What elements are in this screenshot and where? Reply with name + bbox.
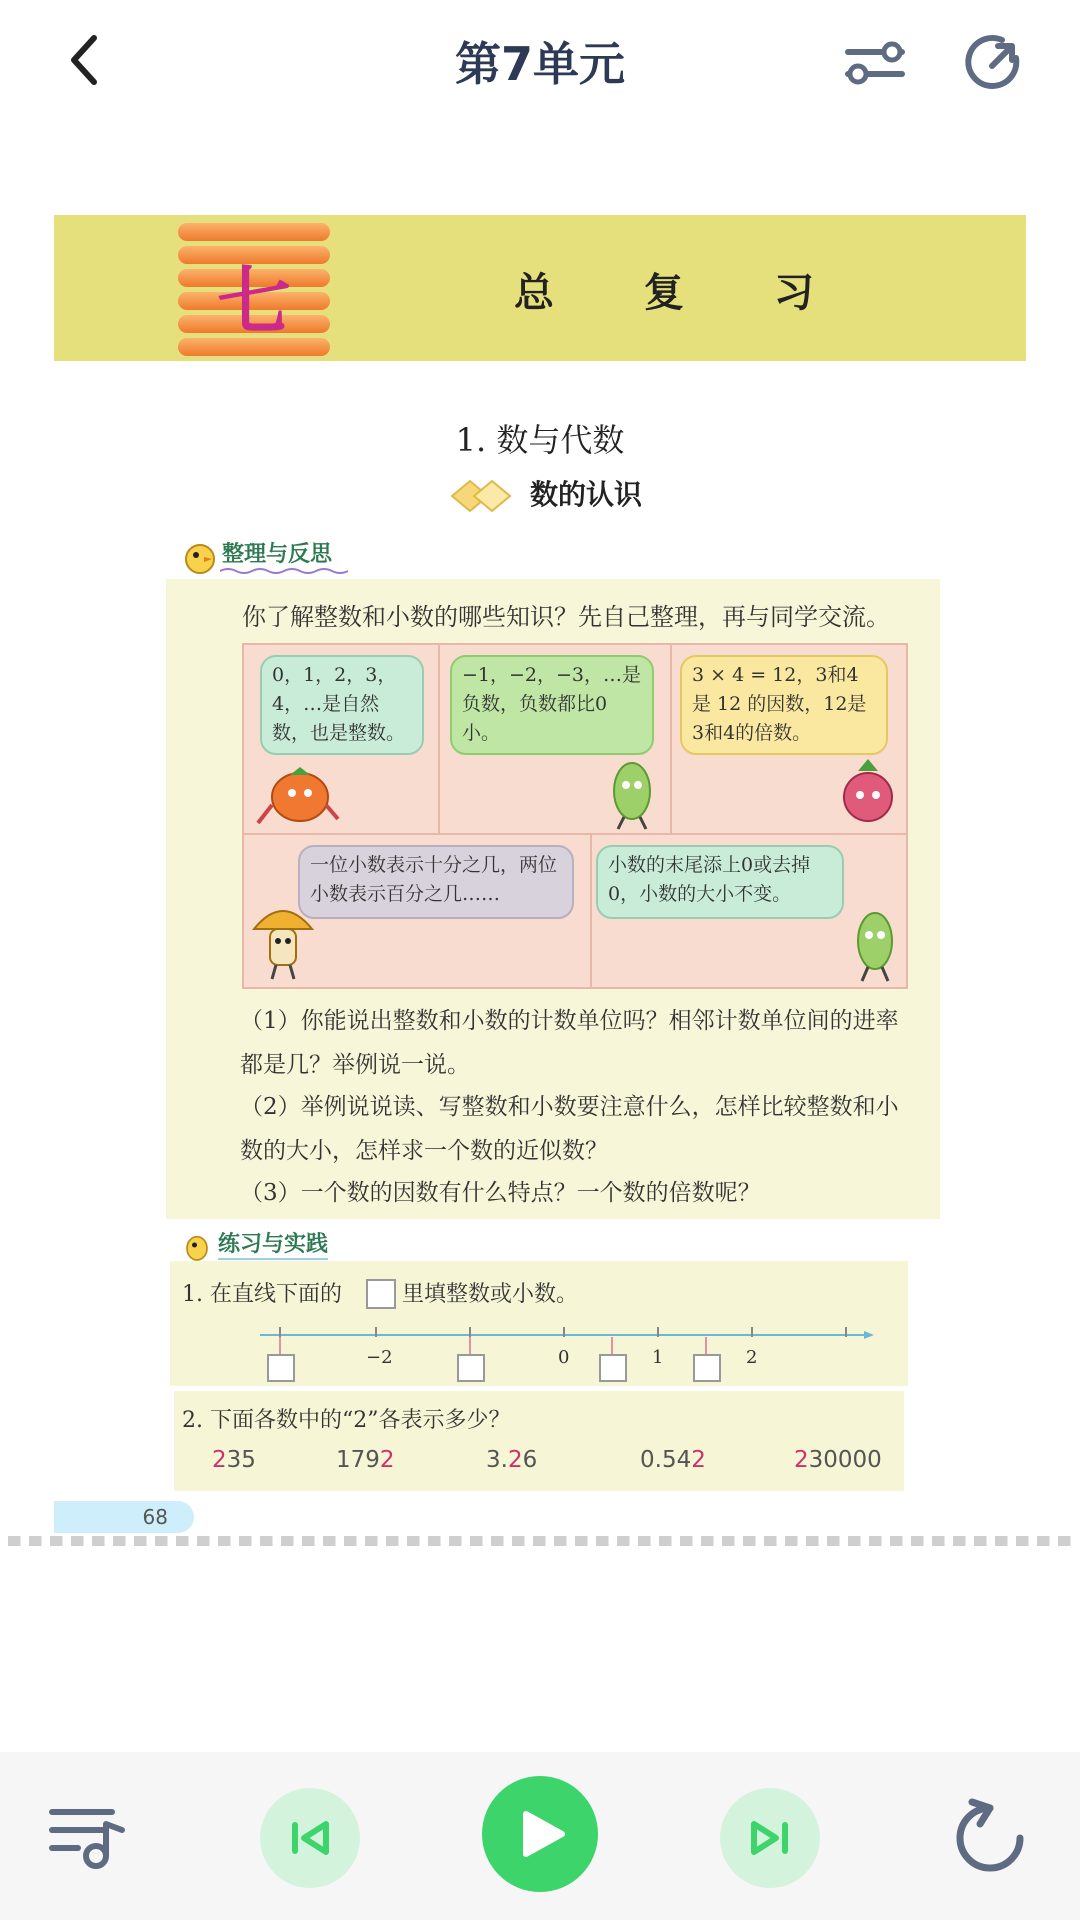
play-icon xyxy=(518,1808,568,1860)
bubble-negative-numbers: −1，−2，−3，…是负数，负数都比0小。 xyxy=(450,655,654,755)
number-line-label-2: 2 xyxy=(746,1347,758,1368)
number-line-label-neg2: −2 xyxy=(366,1347,393,1368)
page-divider xyxy=(8,1536,1072,1546)
chapter-stack-graphic xyxy=(178,223,330,357)
pepper-character-icon-2 xyxy=(848,905,902,985)
playback-controls xyxy=(0,1752,1080,1920)
chapter-title: 总 复 习 xyxy=(514,270,852,316)
exercise-1-panel xyxy=(170,1261,908,1386)
mushroom-character-icon xyxy=(250,893,316,983)
chick-mascot-icon xyxy=(182,535,218,575)
wave-underline xyxy=(220,567,350,575)
number-item: 0.542 xyxy=(640,1447,706,1473)
bubble-decimal-places: 一位小数表示十分之几，两位小数表示百分之几…… xyxy=(298,845,574,919)
chick-mascot-icon-2 xyxy=(182,1225,212,1265)
number-item: 3.26 xyxy=(486,1447,538,1473)
intro-text: 你了解整数和小数的哪些知识？先自己整理，再与同学交流。 xyxy=(242,603,890,631)
bubble-decimal-zero: 小数的末尾添上0或去掉0，小数的大小不变。 xyxy=(596,845,844,919)
question-2: （2）举例说说读、写整数和小数要注意什么，怎样比较整数和小数的大小，怎样求一个数的近似数？ xyxy=(240,1094,899,1164)
organize-panel xyxy=(166,579,940,1219)
answer-box-sample xyxy=(366,1279,396,1309)
textbook-page xyxy=(54,215,1026,1545)
practice-heading: 练习与实践 xyxy=(218,1227,328,1260)
subsection-title: 数的认识 xyxy=(530,478,643,511)
question-3: （3）一个数的因数有什么特点？一个数的倍数呢？ xyxy=(240,1180,761,1206)
settings-sliders-icon[interactable] xyxy=(842,30,908,96)
number-item: 230000 xyxy=(794,1447,882,1473)
tomato-character-icon xyxy=(252,757,342,829)
playlist-icon[interactable] xyxy=(48,1802,132,1872)
number-item: 235 xyxy=(212,1447,256,1473)
page-title: 第7单元 xyxy=(454,37,625,91)
pepper-character-icon xyxy=(602,755,662,831)
exercise-1-tail: 里填整数或小数。 xyxy=(402,1282,579,1307)
exercise-2-text: 2. 下面各数中的“2”各表示多少？ xyxy=(182,1408,511,1433)
share-icon[interactable] xyxy=(964,30,1030,96)
skip-next-icon xyxy=(748,1818,792,1858)
number-item: 1792 xyxy=(336,1447,395,1473)
diamond-ornament-icon xyxy=(450,479,526,513)
bubble-factors-multiples: 3 × 4 = 12，3和4是 12 的因数，12是3和4的倍数。 xyxy=(680,655,888,755)
section-title: 1. 数与代数 xyxy=(455,421,625,459)
chapter-banner xyxy=(54,215,1026,361)
skip-previous-icon xyxy=(288,1818,332,1858)
number-line xyxy=(260,1323,880,1383)
radish-character-icon xyxy=(838,757,898,827)
organize-heading: 整理与反思 xyxy=(222,542,333,567)
play-button[interactable] xyxy=(482,1776,598,1892)
question-1: （1）你能说出整数和小数的计数单位吗？相邻计数单位间的进率都是几？举例说一说。 xyxy=(240,1008,899,1078)
previous-button[interactable] xyxy=(260,1788,360,1888)
top-bar xyxy=(0,0,1080,120)
next-button[interactable] xyxy=(720,1788,820,1888)
number-line-label-1: 1 xyxy=(652,1347,664,1368)
repeat-icon[interactable] xyxy=(950,1798,1030,1878)
page-number-tab: 68 xyxy=(54,1501,194,1533)
concept-grid xyxy=(242,643,908,989)
exercise-2-panel xyxy=(174,1391,904,1491)
number-line-label-0: 0 xyxy=(558,1347,570,1368)
bubble-natural-numbers: 0，1，2，3，4，…是自然数，也是整数。 xyxy=(260,655,424,755)
exercise-1-text: 1. 在直线下面的 xyxy=(182,1282,342,1307)
chapter-number: 七 xyxy=(217,259,291,345)
